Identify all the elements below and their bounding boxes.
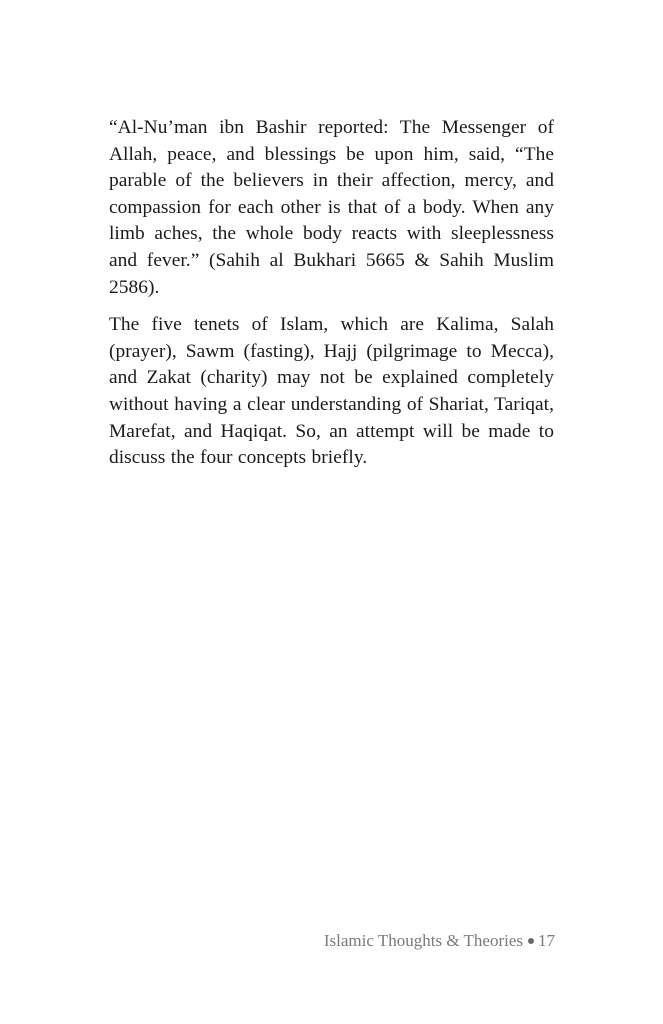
paragraph-hadith-quote: “Al-Nu’man ibn Bashir reported: The Messenger of Allah, peace, and blessings be upon him, said, “The parable of the believers in their affection, mercy, and compassion for each other is that of a body. When any limb aches, the whole body reacts with sleeplessness and fever.” (Sahih al Bukhari 5665 & Sahih Muslim 2586).	[109, 117, 554, 298]
paragraph-five-tenets: The five tenets of Islam, which are Kalima, Salah (prayer), Sawm (fasting), Hajj (pilgrimage to Mecca), and Zakat (charity) may not be explained completely without having a clear understanding of Shariat, Tariqat, Marefat, and Haqiqat. So, an attempt will be made to discuss the four concepts briefly.	[109, 314, 554, 469]
footer-book-title: Islamic Thoughts & Theories	[323, 931, 523, 950]
page-number: 17	[538, 931, 555, 950]
running-footer	[324, 931, 555, 951]
bullet-icon	[528, 938, 534, 944]
body-text	[109, 115, 554, 483]
